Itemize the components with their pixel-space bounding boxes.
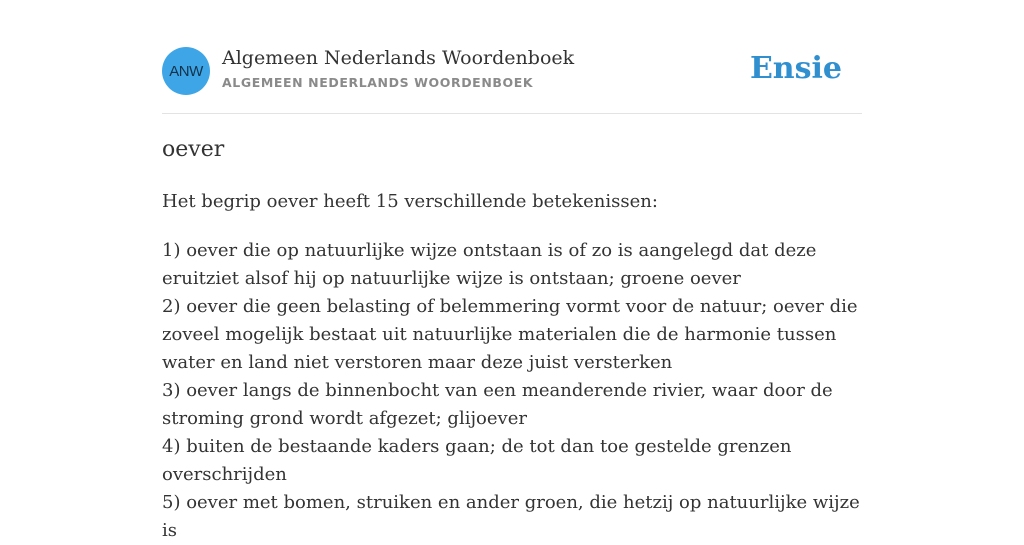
entry-intro: Het begrip oever heeft 15 verschillende betekenissen: (162, 191, 658, 212)
definition-item: 3) oever langs de binnenbocht van een meanderende rivier, waar door de stroming grond wordt afgezet; glijoever (162, 380, 833, 429)
definition-item: 2) oever die geen belasting of belemmering vormt voor de natuur; oever die zoveel mogelijk bestaat uit natuurlijke materialen die de harmonie tussen water en land niet verstoren maar deze juist versterken (162, 296, 858, 373)
definition-item: 5) oever met bomen, struiken en ander groen, die hetzij op natuurlijke wijze is (162, 492, 860, 541)
entry-term: oever (162, 137, 225, 162)
logo-text: ANW (169, 62, 203, 80)
definition-item: 1) oever die op natuurlijke wijze ontstaan is of zo is aangelegd dat deze eruitziet alsof hij op natuurlijke wijze is ontstaan; groene oever (162, 240, 817, 289)
anw-logo[interactable] (162, 47, 210, 95)
source-title[interactable]: Algemeen Nederlands Woordenboek (222, 47, 575, 69)
ensie-brand-link[interactable]: Ensie (749, 51, 842, 86)
source-header (162, 47, 862, 114)
source-subtitle: ALGEMEEN NEDERLANDS WOORDENBOEK (222, 75, 534, 90)
definition-item: 4) buiten de bestaande kaders gaan; de tot dan toe gestelde grenzen overschrijden (162, 436, 792, 485)
definition-list (162, 237, 862, 545)
